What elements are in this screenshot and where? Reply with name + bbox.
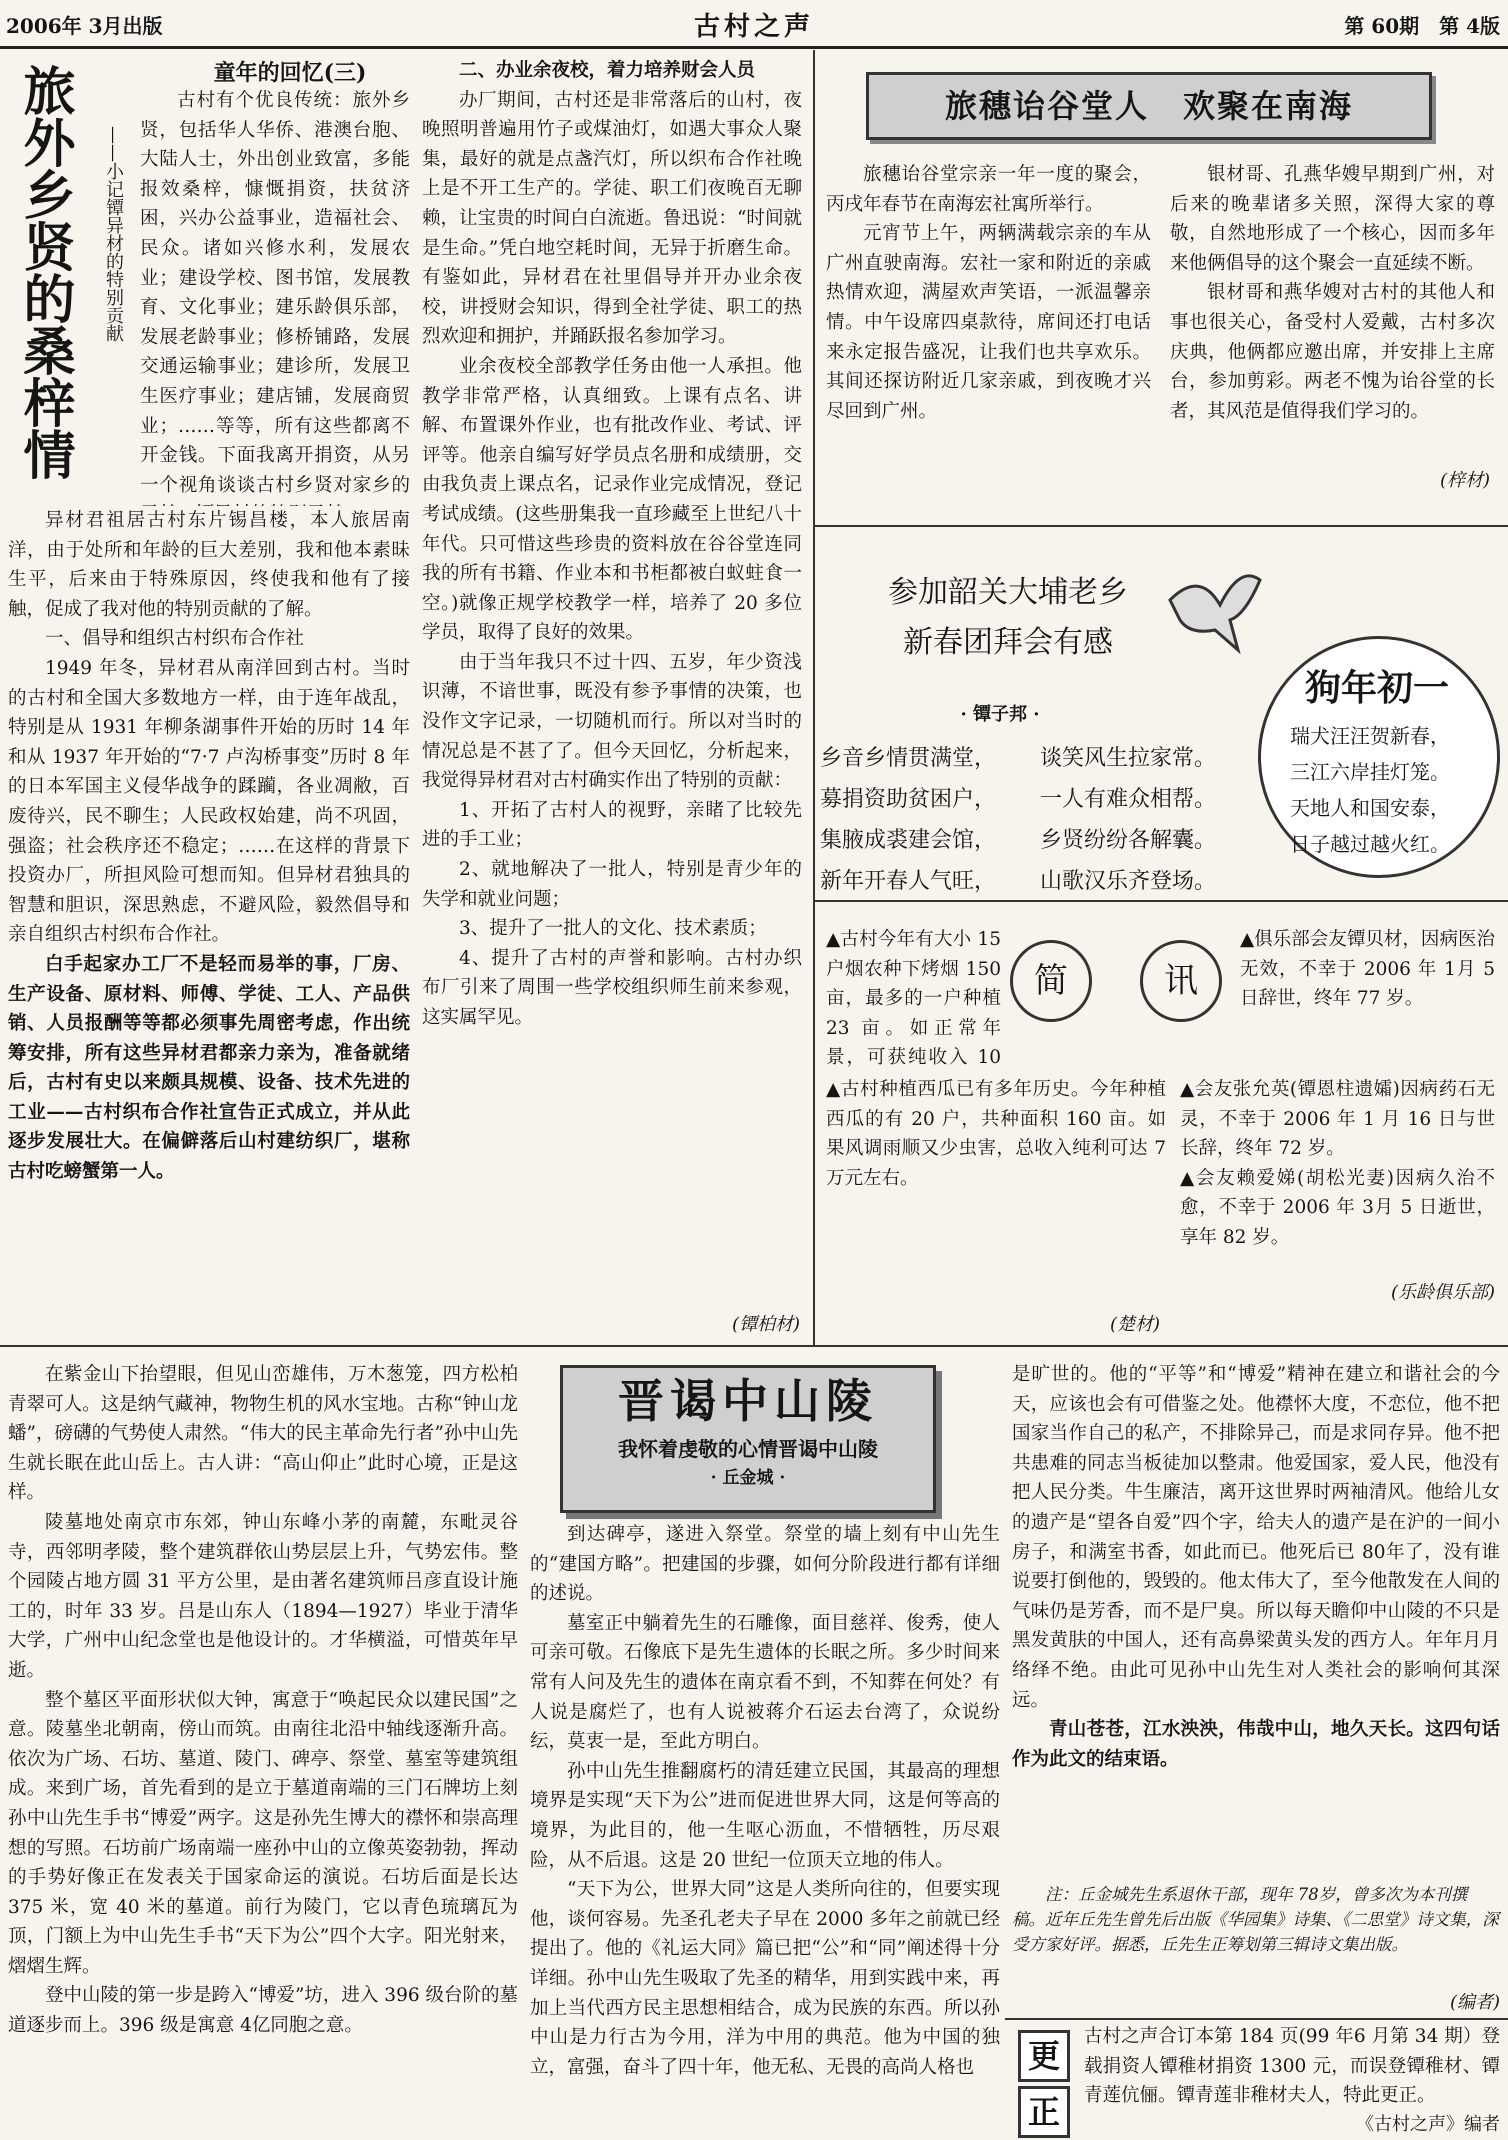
column-divider <box>813 50 815 1345</box>
article-title-vertical: 旅外乡贤的桑梓情 <box>14 64 75 480</box>
article-2-column-a: 旅穗诒谷堂宗亲一年一度的聚会，丙戌年春节在南海宏社寓所举行。 元宵节上午，两辆满载宗亲的车从广州直驶南海。宏社一家和附近的亲戚热情欢迎，满屋欢声笑语，一派温馨亲情。中午设席四桌款待，席间还打电话来永定报告盛况，让我们也共享欢乐。其间还探访附近几家亲戚，到夜晚才兴尽回到广州。 <box>826 164 1151 422</box>
section-divider <box>813 900 1508 902</box>
article-1-column-a-bottom: 异材君祖居古村东片锡昌楼，本人旅居南洋，由于处所和年龄的巨大差别，我和他本素昧生平，后来由于特殊原因，终使我和他有了接触，促成了我对他的特别贡献的了解。 一、倡导和组织古村织布合作社 1949 年冬，异材君从南洋回到古村。当时的古村和全国大多数地方一样，由于连年战乱，特别是从 1931 年柳条湖事件开始的历时 14 年和从 1937 年开始的“7·7 卢沟桥事变”历时 8 年的日本军国主义侵华战争的蹂躏，各业凋敝，百废待兴，民不聊生；人民政权始建，尚不巩固，强盗；社会秩序还不稳定；……在这样的背景下投资办厂，所担风险可想而知。但异材君独具的智慧和胆识，深思熟虑，不避风险，毅然倡导和亲自组织古村织布合作社。 白手起家办工厂不是轻而易举的事，厂房、生产设备、原材料、师傅、学徒、工人、产品供销、人员报酬等等都必须事先周密考虑，作出统筹安排，所有这些异材君都亲力亲为，准备就绪后，古村有史以来颇具规模、设备、技术先进的工业——古村织布合作社宣告正式成立，并从此逐步发展壮大。在偏僻落后山村建纺织厂，堪称古村吃螃蟹第一人。 <box>8 510 410 1183</box>
article-5-note-signature: (编者) <box>1449 1992 1500 2013</box>
article-1-column-a-top: 古村有个优良传统：旅外乡贤，包括华人华侨、港澳台胞、大陆人士，外出创业致富，多能报效桑梓，慷慨捐资，扶贫济困，兴办公益事业，造福社会、民众。诸如兴修水利，发展农业；建设学校、图书馆，发展教育、文化事业；建乐龄俱乐部，发展老龄事业；修桥铺路，发展交通运输事业；建诊所，发展卫生医疗事业；建店铺，发展商贸业；……等等，所有这些都离不开金钱。下面我离开捐资，从另一个视角谈谈古村乡贤对家乡的 <box>140 90 410 496</box>
article-2-column-b: 银材哥、孔燕华嫂早期到广州，对后来的晚辈诸多关照，深得大家的尊敬，自然地形成了一个核心，因而多年来他俩倡导的这个聚会一直延续不断。 银材哥和燕华嫂对古村的其他人和事也很关心，备受村人爱戴，古村多次庆典，他俩都应邀出席，并安排上主席台，参加剪彩。两老不愧为诒谷堂的长者，其风范是值得我们学习的。 <box>1170 164 1495 422</box>
article-2-signature: (梓材) <box>1439 470 1490 491</box>
article-5-title: 晋谒中山陵 <box>618 1374 878 1428</box>
correction-stamp-1: 更 <box>1018 2030 1070 2082</box>
brief-right-signature: (乐龄俱乐部) <box>1390 1282 1495 1303</box>
article-5-banner <box>560 1365 936 1513</box>
brief-left-2: ▲古村种植西瓜已有多年历史。今年种植西瓜的有 20 户，共种面积 160 亩。如果风调雨顺又少虫害，总收入纯利可达 7 万元左右。 <box>826 1079 1166 1189</box>
issue-number: 第 60期 第 4版 <box>1344 14 1500 38</box>
poem-author: · 镡子邦 · <box>960 704 1040 725</box>
section-divider <box>0 1345 1508 1347</box>
correction-stamp-2: 正 <box>1018 2086 1070 2138</box>
dog-year-title: 狗年初一 <box>1304 667 1449 709</box>
issue-date: 2006年 3月出版 <box>6 14 163 38</box>
article-5-column-2: 到达碑亭，遂进入祭堂。祭堂的墙上刻有中山先生的“建国方略”。把建国的步骤，如何分阶段进行都有详细的述说。 墓室正中躺着先生的石雕像，面目慈祥、俊秀，使人可亲可敬。石像底下是先生遗体的长眠之所。多少时间来常有人问及先生的遗体在南京看不到，不知葬在何处？有人说是腐烂了，也有人说被蒋介石运去台湾了，众说纷纭，莫衷一是，至此方明白。 孙中山先生推翻腐朽的清廷建立民国，其最高的理想境界是实现“天下为公”进而促进世界大同，这是何等高的境界，为此目的，他一生呕心沥血，不惜牺牲，历尽艰险，从不后退。这是 20 世纪一位顶天立地的伟人。 “天下为公，世界大同”这是人类所向往的，但要实现他，谈何容易。先圣孔老夫子早在 2000 多年之前就已经提出了。他的《礼运大同》篇已把“公”和“同”阐述得十分详细。孙中山先生吸取了先圣的精华，用到实践中来，再加上当代西方民主思想相结合，成为民族的东西。所以孙中山是力行古为今用，洋为中用的典范。他为中国的独立，富强，奋斗了四十年，他无私、无畏的高尚人格也 <box>530 1524 1000 2078</box>
poem-body: 乡音乡情贯满堂， 谈笑风生拉家常。 募捐资助贫困户， 一人有难众相帮。 集腋成裘建会馆， 乡贤纷纷各解囊。 新年开春人气旺， 山歌汉乐齐登场。 <box>820 746 1217 894</box>
section-divider <box>813 525 1508 527</box>
article-subtitle: 童年的回忆(三) <box>213 60 367 86</box>
paper-name: 古村之声 <box>694 12 815 42</box>
article-subtitle-vertical: ——小记镡异材的特别贡献 <box>103 126 124 342</box>
brief-badge-1: 简 <box>1010 940 1092 1022</box>
correction-signature: 《古村之声》编者 <box>1356 2114 1500 2135</box>
article-5-column-3: 是旷世的。他的“平等”和“博爱”精神在建立和谐社会的今天，应该也会有可借鉴之处。他襟怀大度，不恋位，他不把国家当作自己的私产，不排除异己，而是求同存异。他不把共患难的同志当板徒加以整肃。他爱国家，爱人民，他没有把人民分类。牛生廉洁，离开这世界时两袖清风。他给儿女的遗产是“望各自爱”四个字，给夫人的遗产是在沪的一间小房子，和满室书香，如此而已。他死后已 80年了，没有谁说要打倒他的，毁毁的。他太伟大了，至今他散发在人间的气味仍是芳香，而不是尸臭。所以每天瞻仰中山陵的不只是黑发黄肤的中国人，还有高鼻梁黄头发的西方人。年年月月络绎不绝。由此可见孙中山先生对人类社会的影响何其深远。 青山苍苍，江水泱泱，伟哉中山，地久天长。这四句话作为此文的结束语。 <box>1012 1364 1500 1770</box>
article-5-note: 注：丘金城先生系退休干部，现年 78岁，曾多次为本刊撰稿。近年丘先生曾先后出版《华园集》诗集、《二思堂》诗文集，深受方家好评。据悉，丘先生正筹划第三辑诗文集出版。 <box>1012 1885 1499 1954</box>
page-header <box>0 0 1508 49</box>
article-1-signature: (镡柏材) <box>731 1314 800 1335</box>
brief-left-signature: (楚材) <box>1109 1314 1160 1335</box>
article-5-author: · 丘金城 · <box>710 1468 786 1488</box>
brief-badge-2: 讯 <box>1140 940 1222 1022</box>
correction-text: 古村之声合订本第 184 页(99 年6 月第 34 期）登载捐资人镡稚材捐资 1300 元，而误登镡稚材、镡青莲伉俪。镡青莲非稚材夫人，特此更正。 <box>1084 2026 1500 2107</box>
article-2-title: 旅穗诒谷堂人 欢聚在南海 <box>866 72 1432 140</box>
dove-icon <box>1160 560 1270 660</box>
article-5-subtitle: 我怀着虔敬的心情晋谒中山陵 <box>618 1437 878 1461</box>
brief-right-2: ▲会友张允英(镡恩柱遗孀)因病药石无灵，不幸于 2006 年 1 月 16 日与世长辞，终年 72 岁。 ▲会友赖爱娣(胡松光妻)因病久治不愈，不幸于 2006 年 3月 5 日逝世，享年 82 岁。 <box>1180 1079 1495 1248</box>
article-5-column-1: 在紫金山下抬望眼，但见山峦雄伟，万木葱笼，四方松柏青翠可人。这是纳气藏神，物物生机的风水宝地。古称“钟山龙蟠”，磅礴的气势使人肃然。“伟大的民主革命先行者”孙中山先生就长眠在此山岳上。古人讲：“高山仰止”此时心境，正是这样。 陵墓地处南京市东郊，钟山东峰小茅的南麓，东毗灵谷寺，西邻明孝陵，整个建筑群依山势层层上升，气势宏伟。整个园陵占地方圆 31 平方公里，是由著名建筑师吕彦直设计施工的，时年 33 岁。吕是山东人（1894—1927）毕业于清华大学，广州中山纪念堂也是他设计的。才华横溢，可惜英年早逝。 整个墓区平面形状似大钟，寓意于“唤起民众以建民国”之意。陵墓坐北朝南，傍山而筑。由南往北沿中轴线逐渐升高。依次为广场、石坊、墓道、陵门、碑亭、祭堂、墓室等建筑组成。来到广场，首先看到的是立于墓道南端的三门石牌坊上刻孙中山先生手书“博爱”两字。这是孙先生博大的襟怀和崇高理想的写照。石坊前广场南端一座孙中山的立像英姿勃勃，挥动的手势好像正在发表关于国家命运的演说。石坊后面是长达 375 米，宽 40 米的墓道。前行为陵门，它以青色琉璃瓦为顶，门额上为中山先生手书“天下为公”四个大字。阳光射来，熠熠生辉。 登中山陵的第一步是跨入“博爱”坊，进入 396 级台阶的墓道逐步而上。396 级是寓意 4亿同胞之意。 <box>8 1364 518 2037</box>
dog-year-poem: 瑞犬汪汪贺新春， 三江六岸挂灯笼。 天地人和国安泰， 日子越过越火红。 <box>1290 724 1450 856</box>
brief-left-1-top: ▲古村今年有大小 15 户烟农种下烤烟 150 亩，最多的一户种植 23 亩。如正常年景，可获纯收入 10 <box>826 929 1001 1069</box>
brief-right-1-top: ▲俱乐部会友镡贝材，因病医治无效，不幸于 2006 年 1月 5 日辞世，终年 77 岁。 <box>1240 929 1495 1010</box>
article-1-column-b: 二、办业余夜校，着力培养财会人员 办厂期间，古村还是非常落后的山村，夜晚照明普遍用竹子或煤油灯，如遇大事众人聚集，最好的就是点盏汽灯，所以织布合作社晚上是不开工生产的。学徒、职工们夜晚百无聊赖，让宝贵的时间白白流逝。鲁迅说：“时间就是生命。”凭白地空耗时间，无异于折磨生命。有鉴如此，异材君在社里倡导并开办业余夜校，讲授财会知识，得到全社学徒、职工的热烈欢迎和拥护，并踊跃报名参加学习。 业余夜校全部教学任务由他一人承担。他教学非常严格，认真细致。上课有点名、讲解、布置课外作业，也有批改作业、考试、评评等。他亲自编写好学员点名册和成绩册，交由我负责上课点名，记录作业完成情况，登记考试成绩。(这些册集我一直珍藏至上世纪八十年代。只可惜这些珍贵的资料放在谷谷堂连同我的所有书籍、作业本和书柜都被白蚁蛀食一空。)就像正规学校教学一样，培养了 20 多位学员，取得了良好的效果。 由于当年我只不过十四、五岁，年少资浅识薄，不谙世事，既没有参予事情的决策，也没作文字记录，一切随机而行。所以对当时的情况总是不甚了了。但今天回忆，分析起来，我觉得异材君对古村确实作出了特别的贡献： 1、开拓了古村人的视野，亲睹了比较先进的手工业； 2、就地解决了一批人，特别是青少年的失学和就业问题； 3、提升了一批人的文化、技术素质； 4、提升了古村的声誉和影响。古村办织布厂引来了周围一些学校组织师生前来参观，这实属罕见。 <box>422 60 802 1028</box>
poem-title: 参加韶关大埔老乡 新春团拜会有感 <box>888 575 1128 660</box>
section-divider <box>1005 2018 1508 2020</box>
